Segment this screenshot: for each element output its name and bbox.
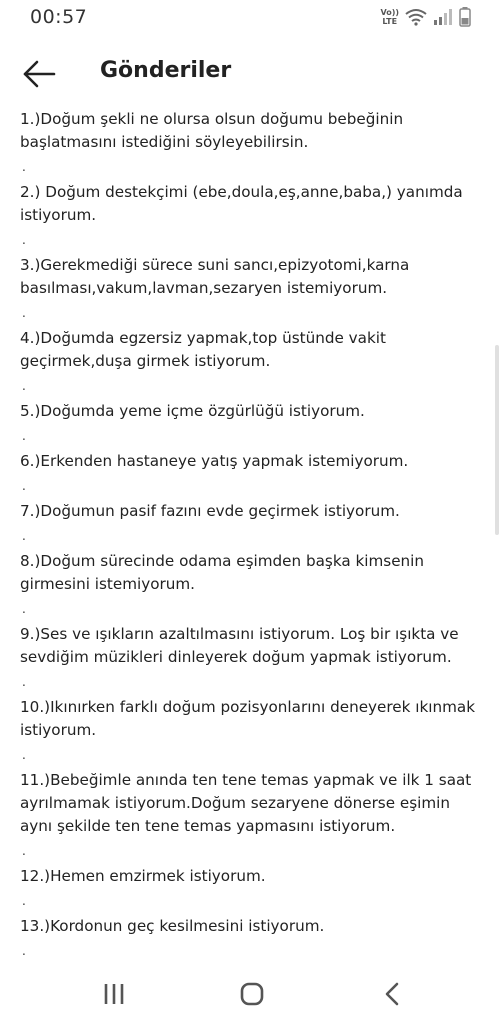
navigation-bar [0,964,499,1024]
home-icon[interactable] [232,980,272,1008]
separator-dot: . [22,529,26,543]
separator-dot: . [22,306,26,320]
status-icons [380,6,471,28]
separator-dot: . [22,429,26,443]
wifi-icon [405,8,427,26]
separator-dot: . [22,160,26,174]
battery-icon [459,7,471,27]
back-arrow-icon[interactable] [22,60,56,88]
page-title: Gönderiler [100,58,232,83]
list-item: 12.)Hemen emzirmek istiyorum. [20,867,266,885]
separator-dot: . [22,748,26,762]
back-nav-icon[interactable] [372,980,412,1008]
list-item: 3.)Gerekmediği sürece suni sancı,epizyotomi,karna basılması,vakum,lavman,sezaryen istemiyorum. [20,256,410,297]
separator-dot: . [22,602,26,616]
scrollbar[interactable] [495,345,499,535]
separator-dot: . [22,233,26,247]
list-item: 13.)Kordonun geç kesilmesini istiyorum. [20,917,325,935]
list-item: 4.)Doğumda egzersiz yapmak,top üstünde vakit geçirmek,duşa girmek istiyorum. [20,329,386,370]
separator-dot: . [22,675,26,689]
app-bar [0,50,499,100]
separator-dot: . [22,844,26,858]
post-content [20,108,483,1011]
separator-dot: . [22,944,26,958]
list-item: 9.)Ses ve ışıkların azaltılmasını istiyorum. Loş bir ışıkta ve sevdiğim müzikleri dinleyerek doğum yapmak istiyorum. [20,625,459,666]
list-item: 2.) Doğum destekçimi (ebe,doula,eş,anne,baba,) yanımda istiyorum. [20,183,463,224]
list-item: 7.)Doğumun pasif fazını evde geçirmek istiyorum. [20,502,400,520]
recent-apps-icon[interactable] [94,980,134,1008]
separator-dot: . [22,894,26,908]
separator-dot: . [22,379,26,393]
list-item: 8.)Doğum sürecinde odama eşimden başka kimsenin girmesini istemiyorum. [20,552,425,593]
status-time: 00:57 [30,6,88,28]
volte-indicator: Vo)) LTE [380,8,399,26]
list-item: 6.)Erkenden hastaneye yatış yapmak istemiyorum. [20,452,409,470]
status-bar [0,0,499,36]
signal-icon [433,8,453,26]
list-item: 1.)Doğum şekli ne olursa olsun doğumu bebeğinin başlatmasını istediğini söyleyebilirsin. [20,110,404,151]
separator-dot: . [22,479,26,493]
list-item: 11.)Bebeğimle anında ten tene temas yapmak ve ilk 1 saat ayrılmamak istiyorum.Doğum sezaryene dönerse eşimin aynı şekilde ten tene temas yapmasını istiyorum. [20,771,472,835]
list-item: 5.)Doğumda yeme içme özgürlüğü istiyorum. [20,402,365,420]
list-item: 10.)Ikınırken farklı doğum pozisyonlarını deneyerek ıkınmak istiyorum. [20,698,476,739]
